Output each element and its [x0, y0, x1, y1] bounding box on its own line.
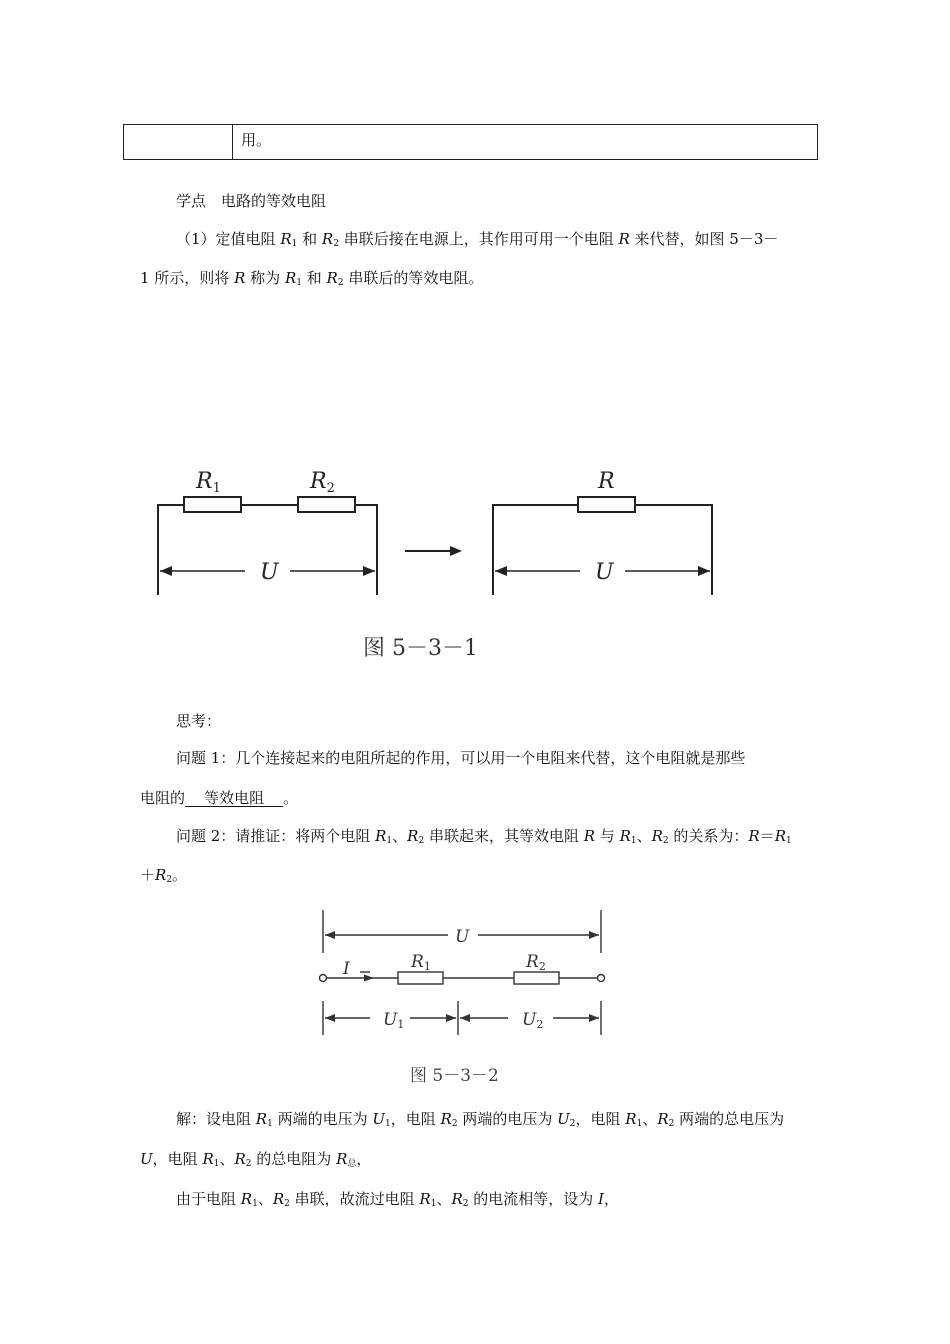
q2-line1: 问题 2：请推证：将两个电阻 $R_1$、$R_2$ 串联起来，其等效电阻 R 与 $R_1$、$R_2$ 的关系为：$R=R_1$	[176, 827, 792, 846]
fig2-resistor-r2	[514, 972, 559, 984]
table-divider	[232, 125, 233, 159]
fig1-right-u-arrowhead-left	[495, 566, 507, 576]
q1-line2: 电阻的 等效电阻 。	[140, 789, 299, 807]
transition-arrowhead	[450, 546, 462, 556]
solution-line3: 由于电阻 $R_1$、$R_2$ 串联，故流过电阻 $R_1$、$R_2$ 的电流相等，设为 I，	[176, 1190, 619, 1209]
fig2-u2-arrowhead-right	[589, 1014, 599, 1022]
fig1-left-u-arrowhead-right	[363, 566, 375, 576]
fig2-u-arrowhead-right	[589, 931, 599, 939]
fig2-label-u: U	[455, 927, 470, 947]
solution-line2: U，电阻 $R_1$、$R_2$ 的总电阻为 $R_总$，	[140, 1150, 372, 1169]
q1-line1: 问题 1：几个连接起来的电阻所起的作用，可以用一个电阻来代替，这个电阻就是那些	[176, 749, 746, 767]
fig2-caption: 图 5－3－2	[410, 1066, 499, 1086]
fig2-label-u1: U1	[383, 1010, 405, 1031]
q2-line2: $+R_2$。	[140, 866, 188, 885]
resistor-r2	[298, 497, 355, 512]
fig1-label-r: R	[598, 469, 615, 494]
fig1-label-u-right: U	[595, 560, 614, 585]
resistor-r	[578, 497, 635, 512]
fig1-right-wire-b	[635, 505, 712, 595]
table-fragment	[123, 124, 818, 160]
fig1-left-wire-c	[355, 505, 377, 595]
fig2-terminal-left	[320, 975, 327, 982]
fig2-u-arrowhead-left	[325, 931, 335, 939]
para1-line2: 1 所示，则将 R 称为 $R_1$ 和 $R_2$ 串联后的等效电阻。	[140, 269, 484, 288]
fig1-caption: 图 5－3－1	[363, 636, 478, 661]
fig2-resistor-r1	[398, 972, 443, 984]
section-title: 学点 电路的等效电阻	[176, 192, 327, 210]
fig2-label-r2: R2	[526, 952, 546, 973]
fig2-label-u2: U2	[522, 1010, 544, 1031]
fig2-current-arrowhead	[364, 975, 374, 982]
fig1-label-u-left: U	[260, 560, 279, 585]
figure-5-3-1	[140, 455, 740, 670]
figure-5-3-2	[310, 905, 620, 1090]
fig1-label-r2: R2	[310, 469, 335, 496]
fig2-terminal-right	[598, 975, 605, 982]
fig1-right-wire-a	[493, 505, 578, 595]
think-label: 思考：	[176, 712, 222, 730]
fig2-u1-arrowhead-left	[325, 1014, 335, 1022]
fig1-left-u-arrowhead-left	[160, 566, 172, 576]
fig2-label-i: I	[343, 959, 350, 979]
fig1-label-r1: R1	[196, 469, 221, 496]
table-cell-text: 用。	[241, 131, 272, 149]
fig2-u2-arrowhead-left	[460, 1014, 470, 1022]
fig1-right-u-arrowhead-right	[698, 566, 710, 576]
fig1-left-wire-a	[158, 505, 184, 595]
q1-answer: 等效电阻	[185, 789, 284, 807]
solution-line1: 解：设电阻 $R_1$ 两端的电压为 $U_1$，电阻 $R_2$ 两端的电压为 $U_2$，电阻 $R_1$、$R_2$ 两端的总电压为	[176, 1110, 785, 1129]
fig2-u1-arrowhead-right	[446, 1014, 456, 1022]
fig2-label-r1: R1	[411, 952, 431, 973]
resistor-r1	[184, 497, 241, 512]
para1-line1: （1）定值电阻 $R_1$ 和 $R_2$ 串联后接在电源上，其作用可用一个电阻 R 来代替，如图 5－3－	[176, 230, 779, 249]
